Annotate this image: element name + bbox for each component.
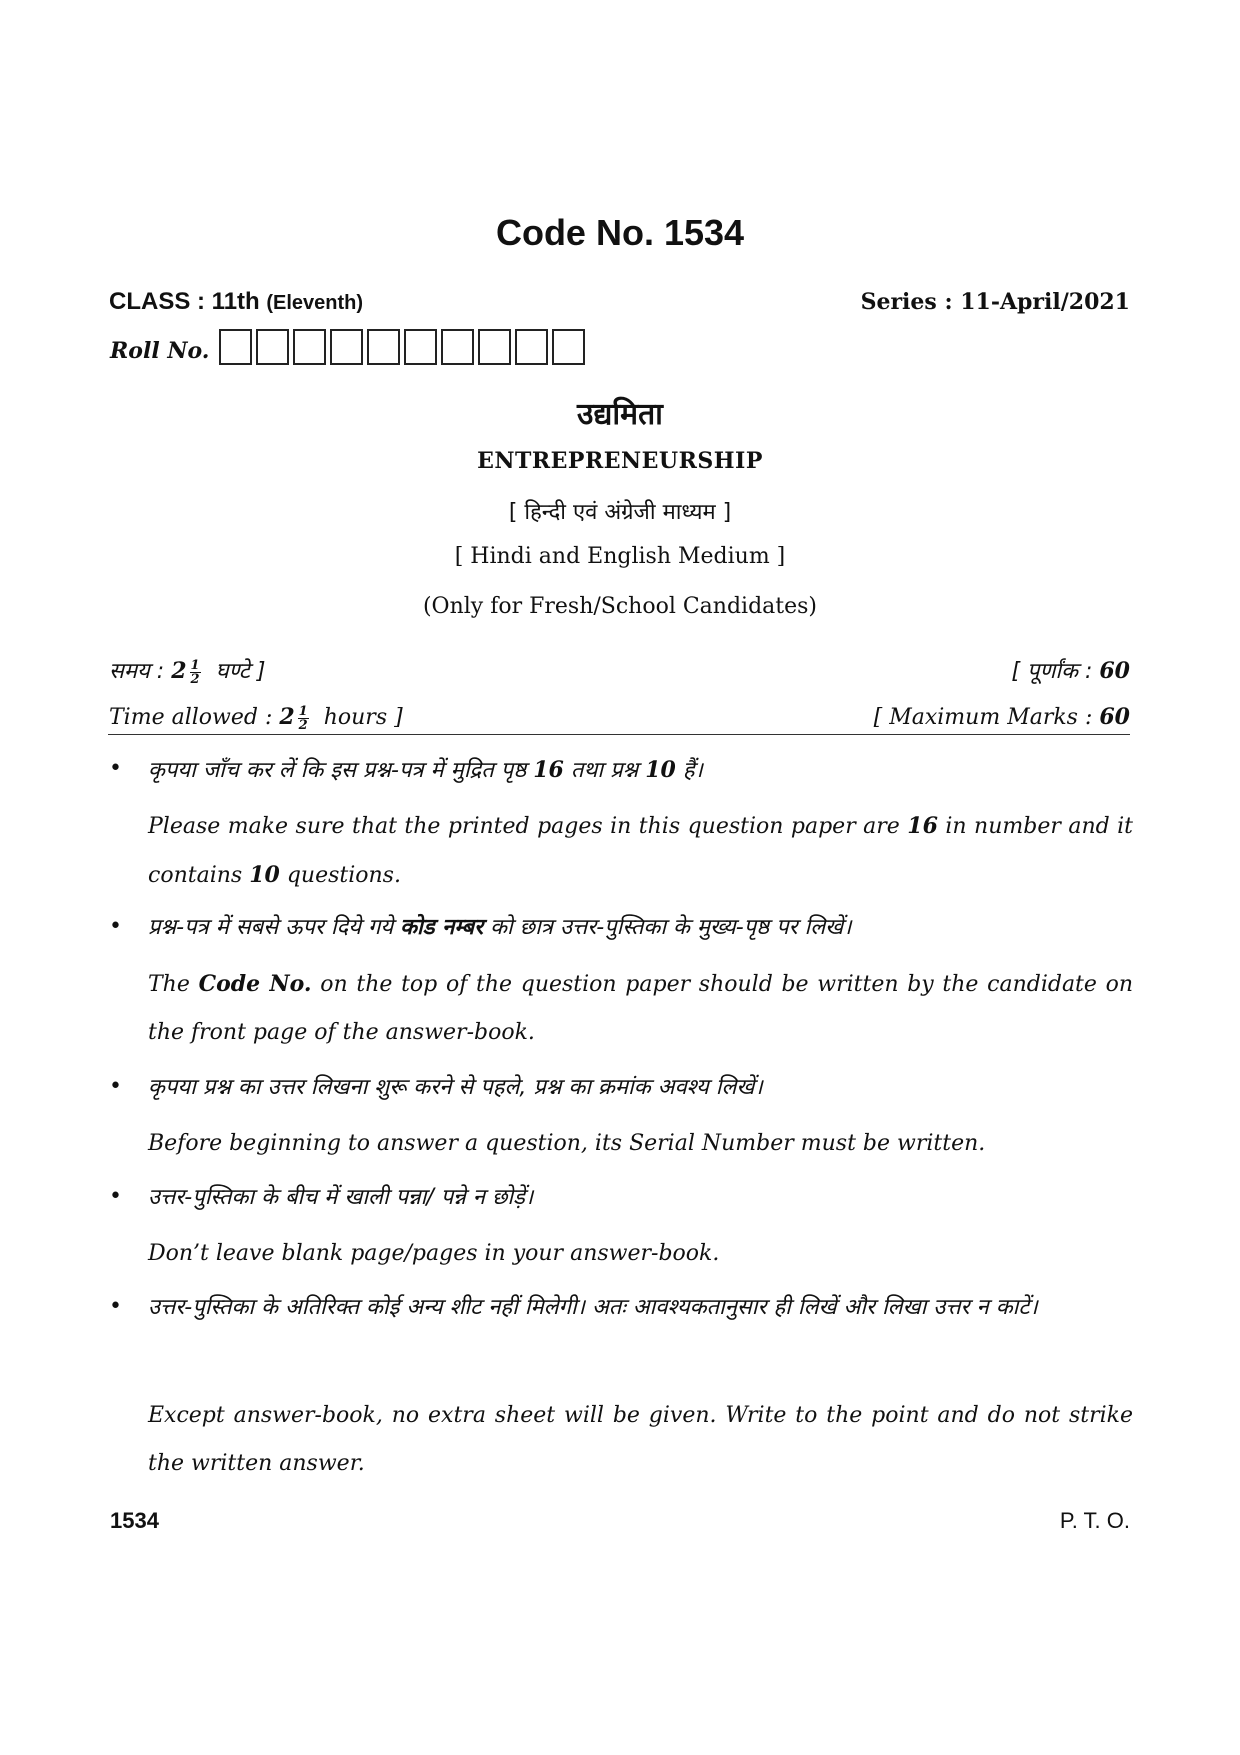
time-fraction [190, 659, 201, 686]
instruction-text: हैं। [682, 758, 703, 783]
time-hi-unit: घण्टे ] [215, 659, 266, 684]
marks-hi-label: [ पूर्णांक : [1011, 659, 1093, 684]
series-label: Series : 11-April/2021 [860, 289, 1130, 315]
candidates-note: (Only for Fresh/School Candidates) [422, 594, 818, 619]
bullet-icon: • [109, 914, 122, 939]
medium-hindi: [ हिन्दी एवं अंग्रेजी माध्यम ] [508, 500, 732, 525]
instruction-1-english [148, 802, 1133, 900]
instruction-4-english: Don’t leave blank page/pages in your answer-book. [148, 1241, 720, 1266]
max-marks-hindi [1011, 655, 1130, 685]
header-divider [108, 734, 1130, 735]
code-number-term: Code No. [198, 971, 312, 997]
roll-digit-box [330, 329, 363, 365]
roll-digit-box [367, 329, 400, 365]
time-en-unit: hours ] [323, 705, 403, 730]
class-main: CLASS : 11th [109, 288, 260, 315]
bullet-icon: • [109, 756, 122, 781]
roll-number-boxes [219, 329, 589, 365]
subject-title-english: ENTREPRENEURSHIP [477, 448, 763, 474]
question-count: 10 [645, 757, 676, 783]
instruction-2-english [148, 960, 1133, 1057]
max-marks-english [874, 704, 1130, 730]
instruction-3-hindi: कृपया प्रश्न का उत्तर लिखना शुरू करने से पहले, प्रश्न का क्रमांक अवश्य लिखें। [148, 1075, 763, 1100]
roll-digit-box [404, 329, 437, 365]
roll-digit-box [515, 329, 548, 365]
question-count: 10 [249, 862, 280, 888]
roll-digit-box [293, 329, 326, 365]
fraction-numerator: 1 [190, 657, 200, 673]
instruction-5-english: Except answer-book, no extra sheet will be given. Write to the point and do not strike the written answer. [148, 1403, 1133, 1476]
subject-title-hindi: उद्यमिता [577, 397, 663, 432]
instruction-text: कृपया जाँच कर लें कि इस प्रश्न-पत्र में मुद्रित पृष्ठ [148, 758, 527, 783]
instruction-text: questions. [286, 863, 401, 888]
time-allowed-hindi [109, 655, 265, 686]
footer-code-number: 1534 [110, 1508, 159, 1533]
roll-digit-box [478, 329, 511, 365]
class-sub: (Eleventh) [266, 292, 364, 314]
time-whole: 2 [171, 658, 187, 684]
instruction-text: तथा प्रश्न [570, 758, 639, 783]
time-whole: 2 [279, 704, 295, 730]
instruction-1-hindi [148, 746, 1133, 795]
instruction-3-english: Before beginning to answer a question, its Serial Number must be written. [148, 1131, 986, 1156]
roll-digit-box [256, 329, 289, 365]
code-number-title: Code No. 1534 [495, 212, 745, 253]
medium-english: [ Hindi and English Medium ] [454, 544, 786, 569]
instruction-text: Please make sure that the printed pages in this question paper are [148, 814, 900, 839]
instruction-text: on the top of the question paper should be written by the candidate on the front page of the answer-book. [148, 972, 1134, 1045]
fraction-denominator: 2 [298, 717, 308, 733]
class-label [109, 288, 363, 316]
page-count: 16 [907, 813, 938, 839]
instruction-2-hindi [148, 904, 1133, 952]
instruction-5-hindi: उत्तर-पुस्तिका के अतिरिक्त कोई अन्य शीट नहीं मिलेगी। अतः आवश्यकतानुसार ही लिखें और लिखा उत्तर न काटें। [148, 1295, 1038, 1320]
instruction-text: The [148, 972, 190, 997]
fraction-numerator: 1 [298, 703, 308, 719]
instruction-4-hindi: उत्तर-पुस्तिका के बीच में खाली पन्ना/ पन्ने न छोड़ें। [148, 1185, 534, 1210]
please-turn-over: P. T. O. [1059, 1508, 1130, 1533]
fraction-denominator: 2 [190, 671, 200, 687]
time-allowed-english [109, 704, 403, 732]
marks-value: 60 [1099, 658, 1130, 684]
roll-digit-box [552, 329, 585, 365]
instruction-text: प्रश्न-पत्र में सबसे ऊपर दिये गये [148, 915, 394, 940]
time-fraction [298, 705, 309, 732]
marks-en-label: [ Maximum Marks : [873, 705, 1093, 730]
time-hi-label: समय : [109, 659, 165, 684]
bullet-icon: • [109, 1294, 122, 1319]
roll-digit-box [441, 329, 474, 365]
marks-value: 60 [1099, 704, 1130, 730]
time-en-label: Time allowed : [109, 705, 273, 730]
roll-digit-box [219, 329, 252, 365]
bullet-icon: • [109, 1184, 122, 1209]
instruction-text: in number and it contains [148, 814, 1134, 888]
code-number-term: कोड नम्बर [400, 915, 484, 940]
page-count: 16 [533, 757, 564, 783]
bullet-icon: • [109, 1074, 122, 1099]
roll-number-label: Roll No. [110, 338, 210, 364]
instruction-text: को छात्र उत्तर-पुस्तिका के मुख्य-पृष्ठ पर लिखें। [490, 915, 852, 940]
